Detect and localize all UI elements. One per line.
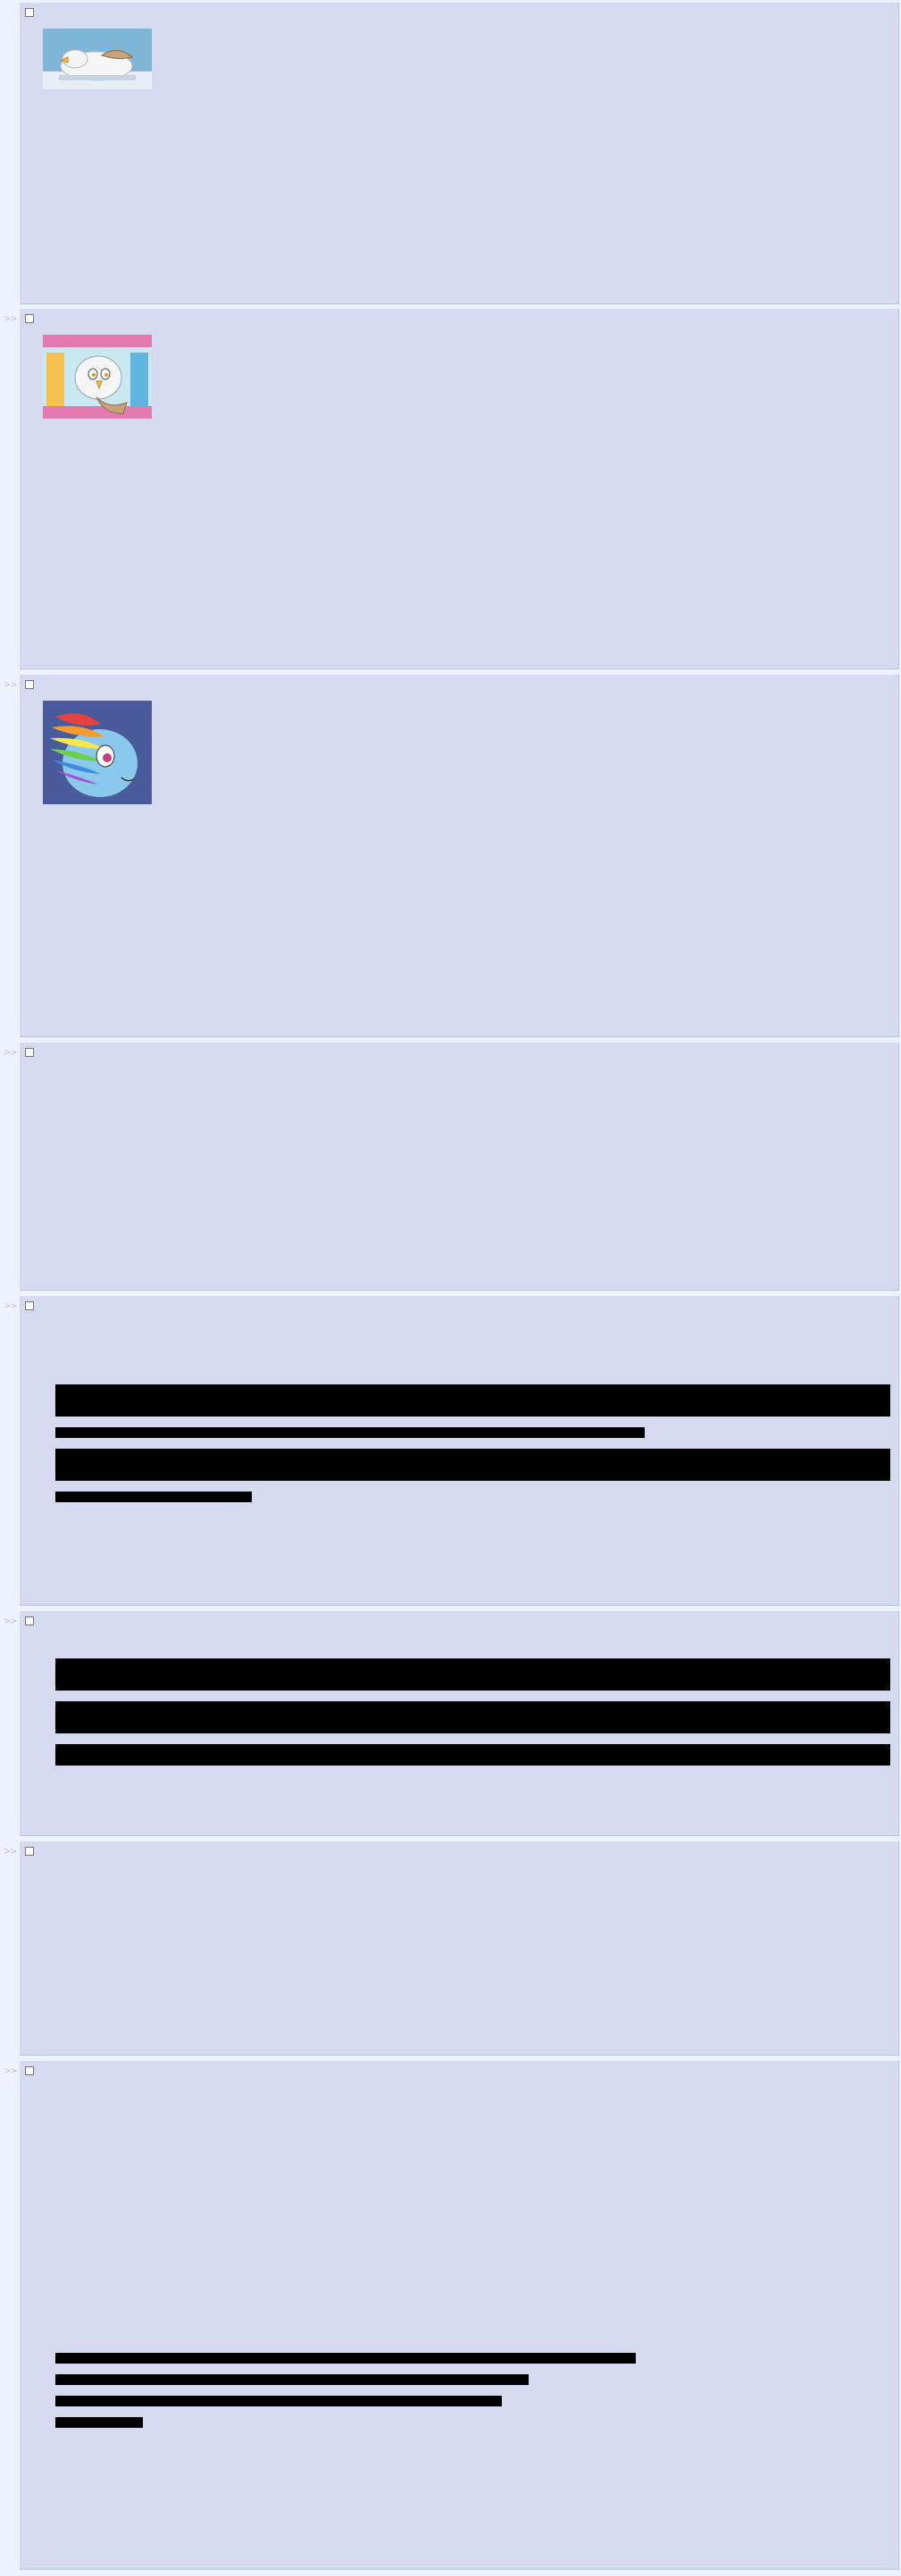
- thumbnail-image[interactable]: [43, 701, 152, 804]
- thumbnail-image[interactable]: [43, 335, 152, 419]
- spoiler-block[interactable]: [55, 1744, 890, 1766]
- spoiler-block[interactable]: [55, 2396, 502, 2406]
- spoiler-block[interactable]: [55, 1427, 645, 1438]
- reply-post: [20, 1611, 899, 1836]
- spoiler-block[interactable]: [55, 1449, 890, 1481]
- reply-post: [20, 3, 899, 304]
- delete-checkbox[interactable]: [25, 1847, 34, 1856]
- post-header: [25, 1046, 47, 1059]
- delete-checkbox[interactable]: [25, 8, 34, 17]
- post-header: [25, 312, 47, 325]
- spoiler-block[interactable]: [55, 1701, 890, 1733]
- reply-post: [20, 2061, 899, 2570]
- spoiler-block[interactable]: [55, 2374, 529, 2385]
- delete-checkbox[interactable]: [25, 1301, 34, 1310]
- delete-checkbox[interactable]: [25, 1616, 34, 1625]
- griffin-sleeping-image: [43, 29, 152, 89]
- spoiler-block[interactable]: [55, 2353, 636, 2364]
- reply-marker: >>: [4, 2066, 17, 2076]
- reply-marker: >>: [4, 1301, 17, 1311]
- post-header: [25, 2065, 47, 2077]
- post-header: [25, 1845, 47, 1857]
- reply-post: [20, 309, 899, 669]
- reply-marker: >>: [4, 1847, 17, 1857]
- spoiler-block[interactable]: [55, 1492, 252, 1502]
- thumbnail-image[interactable]: [43, 29, 152, 89]
- post-row: [0, 1841, 901, 2056]
- reply-marker: >>: [4, 314, 17, 324]
- reply-marker: >>: [4, 1616, 17, 1626]
- post-header: [25, 1615, 47, 1627]
- delete-checkbox[interactable]: [25, 2066, 34, 2075]
- post-header: [25, 678, 47, 691]
- delete-checkbox[interactable]: [25, 680, 34, 689]
- post-row: [0, 675, 901, 1037]
- reply-post: [20, 1841, 899, 2056]
- spoiler-block[interactable]: [55, 2417, 143, 2428]
- reply-marker: >>: [4, 680, 17, 690]
- spoiler-block[interactable]: [55, 1384, 890, 1417]
- delete-checkbox[interactable]: [25, 314, 34, 323]
- spoiler-block[interactable]: [55, 1658, 890, 1691]
- griffin-happy-image: [43, 335, 152, 419]
- post-header: [25, 6, 47, 19]
- rainbow-pony-image: [43, 701, 152, 804]
- post-row: [0, 1611, 901, 1836]
- post-row: [0, 2061, 901, 2570]
- post-row: [0, 1296, 901, 1606]
- reply-post: [20, 1296, 899, 1606]
- post-row: [0, 309, 901, 669]
- reply-post: [20, 675, 899, 1037]
- delete-checkbox[interactable]: [25, 1048, 34, 1057]
- reply-post: [20, 1043, 899, 1291]
- post-row: [0, 1043, 901, 1291]
- post-header: [25, 1300, 47, 1312]
- post-row: [0, 3, 901, 304]
- reply-marker: >>: [4, 1048, 17, 1058]
